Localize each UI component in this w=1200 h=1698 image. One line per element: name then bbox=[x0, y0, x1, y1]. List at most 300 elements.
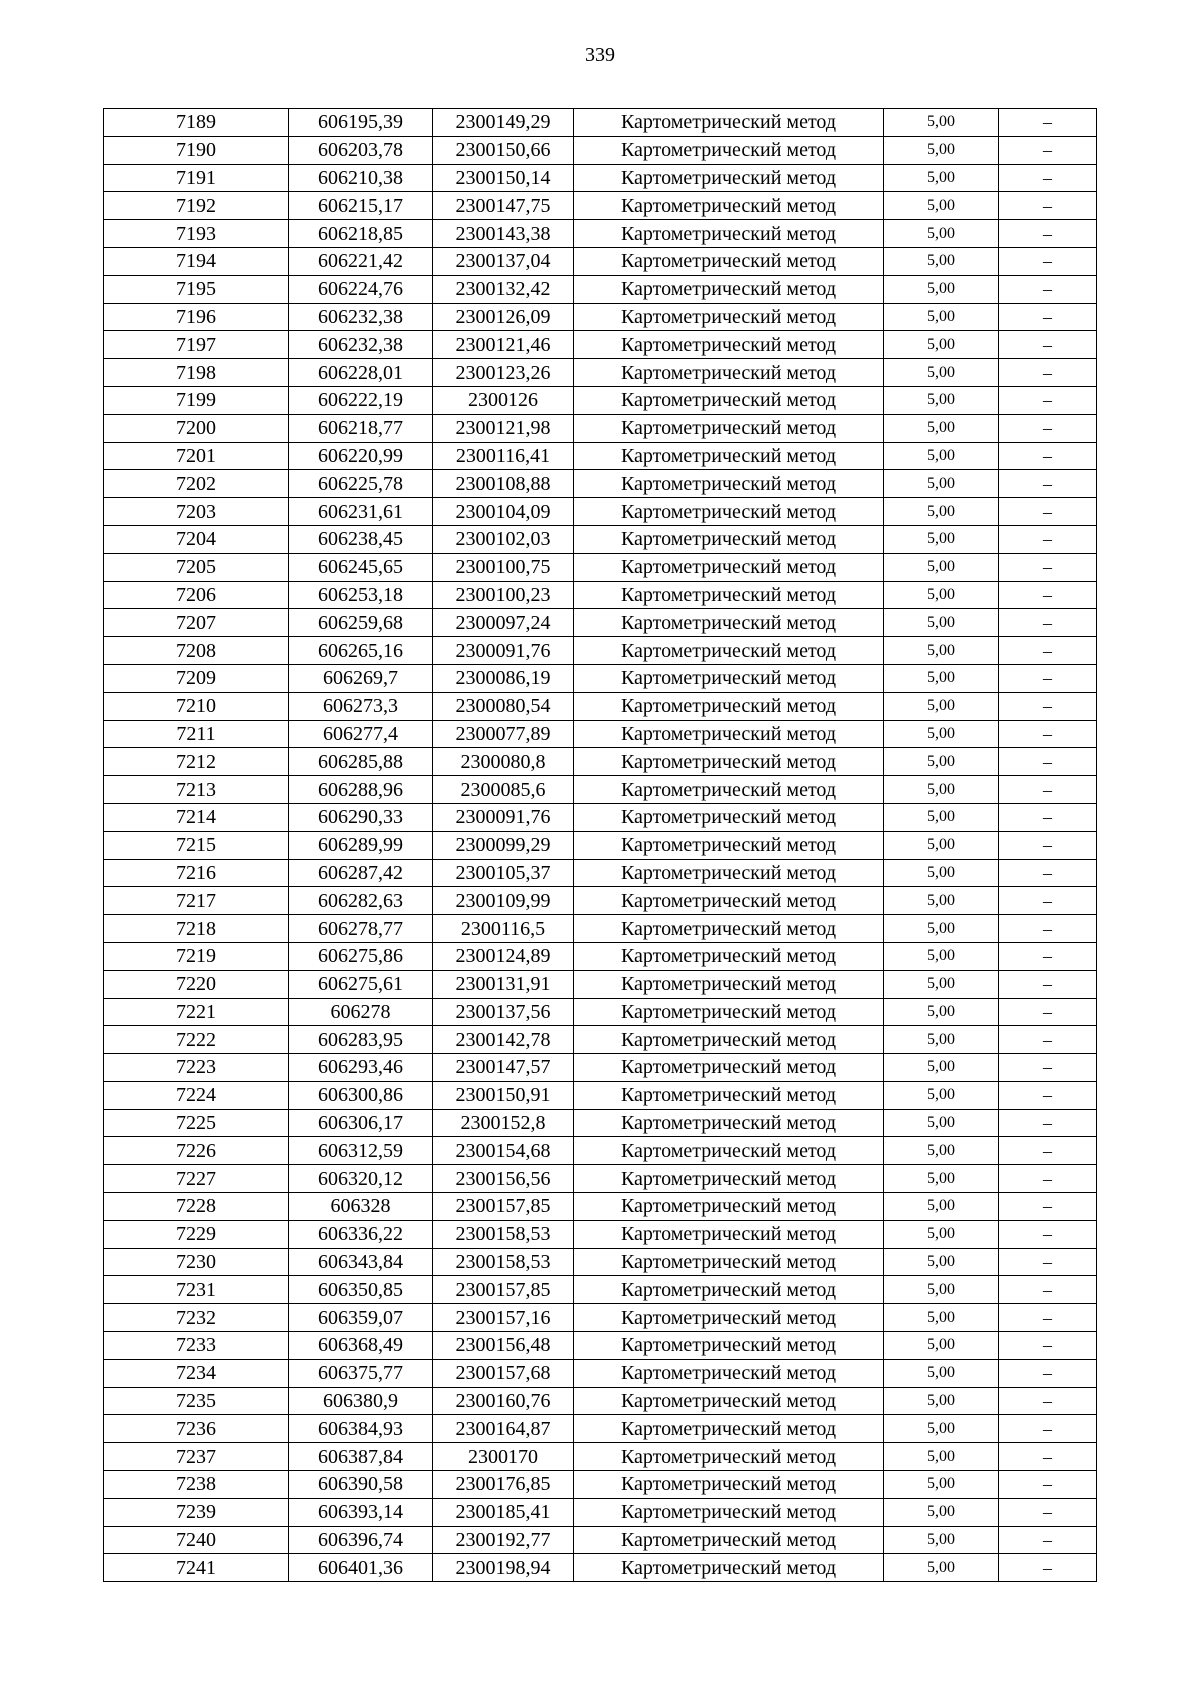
note-cell: – bbox=[999, 1498, 1097, 1526]
table-row bbox=[104, 1137, 1097, 1165]
method-cell: Картометрический метод bbox=[574, 136, 884, 164]
note-cell: – bbox=[999, 1387, 1097, 1415]
table-row bbox=[104, 748, 1097, 776]
table-row bbox=[104, 386, 1097, 414]
y-coordinate-cell: 2300158,53 bbox=[433, 1220, 574, 1248]
x-coordinate-cell: 606350,85 bbox=[289, 1276, 433, 1304]
accuracy-cell: 5,00 bbox=[884, 970, 999, 998]
y-coordinate-cell: 2300143,38 bbox=[433, 220, 574, 248]
note-cell: – bbox=[999, 136, 1097, 164]
accuracy-cell: 5,00 bbox=[884, 1248, 999, 1276]
note-cell: – bbox=[999, 581, 1097, 609]
method-cell: Картометрический метод bbox=[574, 1415, 884, 1443]
note-cell: – bbox=[999, 1054, 1097, 1082]
accuracy-cell: 5,00 bbox=[884, 109, 999, 137]
note-cell: – bbox=[999, 1415, 1097, 1443]
point-number-cell: 7212 bbox=[104, 748, 289, 776]
point-number-cell: 7230 bbox=[104, 1248, 289, 1276]
point-number-cell: 7190 bbox=[104, 136, 289, 164]
method-cell: Картометрический метод bbox=[574, 331, 884, 359]
x-coordinate-cell: 606312,59 bbox=[289, 1137, 433, 1165]
table-row bbox=[104, 581, 1097, 609]
point-number-cell: 7224 bbox=[104, 1081, 289, 1109]
y-coordinate-cell: 2300150,14 bbox=[433, 164, 574, 192]
method-cell: Картометрический метод bbox=[574, 1248, 884, 1276]
note-cell: – bbox=[999, 859, 1097, 887]
note-cell: – bbox=[999, 1304, 1097, 1332]
method-cell: Картометрический метод bbox=[574, 359, 884, 387]
x-coordinate-cell: 606238,45 bbox=[289, 525, 433, 553]
y-coordinate-cell: 2300080,54 bbox=[433, 692, 574, 720]
method-cell: Картометрический метод bbox=[574, 803, 884, 831]
table-row bbox=[104, 1165, 1097, 1193]
accuracy-cell: 5,00 bbox=[884, 498, 999, 526]
note-cell: – bbox=[999, 164, 1097, 192]
x-coordinate-cell: 606232,38 bbox=[289, 331, 433, 359]
method-cell: Картометрический метод bbox=[574, 887, 884, 915]
method-cell: Картометрический метод bbox=[574, 386, 884, 414]
note-cell: – bbox=[999, 1193, 1097, 1221]
y-coordinate-cell: 2300126,09 bbox=[433, 303, 574, 331]
x-coordinate-cell: 606253,18 bbox=[289, 581, 433, 609]
point-number-cell: 7223 bbox=[104, 1054, 289, 1082]
note-cell: – bbox=[999, 915, 1097, 943]
table-row bbox=[104, 247, 1097, 275]
accuracy-cell: 5,00 bbox=[884, 1220, 999, 1248]
note-cell: – bbox=[999, 331, 1097, 359]
method-cell: Картометрический метод bbox=[574, 303, 884, 331]
method-cell: Картометрический метод bbox=[574, 1443, 884, 1471]
note-cell: – bbox=[999, 692, 1097, 720]
note-cell: – bbox=[999, 220, 1097, 248]
accuracy-cell: 5,00 bbox=[884, 831, 999, 859]
y-coordinate-cell: 2300149,29 bbox=[433, 109, 574, 137]
point-number-cell: 7221 bbox=[104, 998, 289, 1026]
accuracy-cell: 5,00 bbox=[884, 1026, 999, 1054]
x-coordinate-cell: 606215,17 bbox=[289, 192, 433, 220]
method-cell: Картометрический метод bbox=[574, 831, 884, 859]
note-cell: – bbox=[999, 1359, 1097, 1387]
point-number-cell: 7218 bbox=[104, 915, 289, 943]
point-number-cell: 7194 bbox=[104, 247, 289, 275]
point-number-cell: 7216 bbox=[104, 859, 289, 887]
y-coordinate-cell: 2300131,91 bbox=[433, 970, 574, 998]
x-coordinate-cell: 606275,61 bbox=[289, 970, 433, 998]
x-coordinate-cell: 606306,17 bbox=[289, 1109, 433, 1137]
table-row bbox=[104, 664, 1097, 692]
x-coordinate-cell: 606288,96 bbox=[289, 776, 433, 804]
table-row bbox=[104, 803, 1097, 831]
method-cell: Картометрический метод bbox=[574, 1387, 884, 1415]
point-number-cell: 7211 bbox=[104, 720, 289, 748]
note-cell: – bbox=[999, 1332, 1097, 1360]
y-coordinate-cell: 2300116,5 bbox=[433, 915, 574, 943]
table-row bbox=[104, 414, 1097, 442]
note-cell: – bbox=[999, 1137, 1097, 1165]
note-cell: – bbox=[999, 887, 1097, 915]
accuracy-cell: 5,00 bbox=[884, 748, 999, 776]
table-row bbox=[104, 1359, 1097, 1387]
x-coordinate-cell: 606265,16 bbox=[289, 637, 433, 665]
accuracy-cell: 5,00 bbox=[884, 915, 999, 943]
y-coordinate-cell: 2300121,98 bbox=[433, 414, 574, 442]
y-coordinate-cell: 2300109,99 bbox=[433, 887, 574, 915]
point-number-cell: 7237 bbox=[104, 1443, 289, 1471]
accuracy-cell: 5,00 bbox=[884, 1359, 999, 1387]
point-number-cell: 7236 bbox=[104, 1415, 289, 1443]
x-coordinate-cell: 606390,58 bbox=[289, 1471, 433, 1499]
point-number-cell: 7229 bbox=[104, 1220, 289, 1248]
method-cell: Картометрический метод bbox=[574, 470, 884, 498]
table-row bbox=[104, 942, 1097, 970]
point-number-cell: 7203 bbox=[104, 498, 289, 526]
x-coordinate-cell: 606221,42 bbox=[289, 247, 433, 275]
x-coordinate-cell: 606384,93 bbox=[289, 1415, 433, 1443]
table-row bbox=[104, 109, 1097, 137]
x-coordinate-cell: 606278,77 bbox=[289, 915, 433, 943]
point-number-cell: 7193 bbox=[104, 220, 289, 248]
note-cell: – bbox=[999, 442, 1097, 470]
note-cell: – bbox=[999, 1526, 1097, 1554]
y-coordinate-cell: 2300137,04 bbox=[433, 247, 574, 275]
table-row bbox=[104, 1220, 1097, 1248]
accuracy-cell: 5,00 bbox=[884, 776, 999, 804]
x-coordinate-cell: 606387,84 bbox=[289, 1443, 433, 1471]
table-row bbox=[104, 776, 1097, 804]
accuracy-cell: 5,00 bbox=[884, 1526, 999, 1554]
note-cell: – bbox=[999, 776, 1097, 804]
x-coordinate-cell: 606293,46 bbox=[289, 1054, 433, 1082]
y-coordinate-cell: 2300154,68 bbox=[433, 1137, 574, 1165]
point-number-cell: 7198 bbox=[104, 359, 289, 387]
point-number-cell: 7200 bbox=[104, 414, 289, 442]
method-cell: Картометрический метод bbox=[574, 1054, 884, 1082]
note-cell: – bbox=[999, 1471, 1097, 1499]
x-coordinate-cell: 606275,86 bbox=[289, 942, 433, 970]
note-cell: – bbox=[999, 275, 1097, 303]
table-row bbox=[104, 1109, 1097, 1137]
note-cell: – bbox=[999, 748, 1097, 776]
point-number-cell: 7238 bbox=[104, 1471, 289, 1499]
accuracy-cell: 5,00 bbox=[884, 331, 999, 359]
x-coordinate-cell: 606218,85 bbox=[289, 220, 433, 248]
note-cell: – bbox=[999, 831, 1097, 859]
accuracy-cell: 5,00 bbox=[884, 164, 999, 192]
method-cell: Картометрический метод bbox=[574, 970, 884, 998]
note-cell: – bbox=[999, 970, 1097, 998]
x-coordinate-cell: 606380,9 bbox=[289, 1387, 433, 1415]
x-coordinate-cell: 606273,3 bbox=[289, 692, 433, 720]
y-coordinate-cell: 2300185,41 bbox=[433, 1498, 574, 1526]
point-number-cell: 7202 bbox=[104, 470, 289, 498]
table-row bbox=[104, 331, 1097, 359]
note-cell: – bbox=[999, 1443, 1097, 1471]
y-coordinate-cell: 2300157,16 bbox=[433, 1304, 574, 1332]
note-cell: – bbox=[999, 1081, 1097, 1109]
table-row bbox=[104, 1387, 1097, 1415]
accuracy-cell: 5,00 bbox=[884, 1498, 999, 1526]
method-cell: Картометрический метод bbox=[574, 609, 884, 637]
y-coordinate-cell: 2300091,76 bbox=[433, 803, 574, 831]
accuracy-cell: 5,00 bbox=[884, 1554, 999, 1582]
y-coordinate-cell: 2300108,88 bbox=[433, 470, 574, 498]
note-cell: – bbox=[999, 386, 1097, 414]
table-row bbox=[104, 1276, 1097, 1304]
y-coordinate-cell: 2300152,8 bbox=[433, 1109, 574, 1137]
accuracy-cell: 5,00 bbox=[884, 220, 999, 248]
accuracy-cell: 5,00 bbox=[884, 1054, 999, 1082]
method-cell: Картометрический метод bbox=[574, 414, 884, 442]
point-number-cell: 7197 bbox=[104, 331, 289, 359]
accuracy-cell: 5,00 bbox=[884, 303, 999, 331]
x-coordinate-cell: 606220,99 bbox=[289, 442, 433, 470]
y-coordinate-cell: 2300091,76 bbox=[433, 637, 574, 665]
method-cell: Картометрический метод bbox=[574, 525, 884, 553]
table-row bbox=[104, 1026, 1097, 1054]
y-coordinate-cell: 2300104,09 bbox=[433, 498, 574, 526]
note-cell: – bbox=[999, 192, 1097, 220]
accuracy-cell: 5,00 bbox=[884, 1471, 999, 1499]
note-cell: – bbox=[999, 803, 1097, 831]
method-cell: Картометрический метод bbox=[574, 164, 884, 192]
accuracy-cell: 5,00 bbox=[884, 1081, 999, 1109]
table-row bbox=[104, 637, 1097, 665]
point-number-cell: 7213 bbox=[104, 776, 289, 804]
method-cell: Картометрический метод bbox=[574, 1165, 884, 1193]
table-row bbox=[104, 1471, 1097, 1499]
note-cell: – bbox=[999, 359, 1097, 387]
accuracy-cell: 5,00 bbox=[884, 942, 999, 970]
x-coordinate-cell: 606222,19 bbox=[289, 386, 433, 414]
accuracy-cell: 5,00 bbox=[884, 664, 999, 692]
note-cell: – bbox=[999, 1554, 1097, 1582]
accuracy-cell: 5,00 bbox=[884, 1304, 999, 1332]
x-coordinate-cell: 606375,77 bbox=[289, 1359, 433, 1387]
method-cell: Картометрический метод bbox=[574, 498, 884, 526]
x-coordinate-cell: 606393,14 bbox=[289, 1498, 433, 1526]
y-coordinate-cell: 2300160,76 bbox=[433, 1387, 574, 1415]
method-cell: Картометрический метод bbox=[574, 664, 884, 692]
y-coordinate-cell: 2300147,57 bbox=[433, 1054, 574, 1082]
note-cell: – bbox=[999, 998, 1097, 1026]
method-cell: Картометрический метод bbox=[574, 1554, 884, 1582]
y-coordinate-cell: 2300176,85 bbox=[433, 1471, 574, 1499]
accuracy-cell: 5,00 bbox=[884, 414, 999, 442]
point-number-cell: 7215 bbox=[104, 831, 289, 859]
x-coordinate-cell: 606401,36 bbox=[289, 1554, 433, 1582]
method-cell: Картометрический метод bbox=[574, 998, 884, 1026]
table-row bbox=[104, 442, 1097, 470]
y-coordinate-cell: 2300157,68 bbox=[433, 1359, 574, 1387]
point-number-cell: 7210 bbox=[104, 692, 289, 720]
method-cell: Картометрический метод bbox=[574, 109, 884, 137]
table-row bbox=[104, 1526, 1097, 1554]
x-coordinate-cell: 606225,78 bbox=[289, 470, 433, 498]
method-cell: Картометрический метод bbox=[574, 748, 884, 776]
x-coordinate-cell: 606320,12 bbox=[289, 1165, 433, 1193]
table-row bbox=[104, 220, 1097, 248]
x-coordinate-cell: 606245,65 bbox=[289, 553, 433, 581]
point-number-cell: 7196 bbox=[104, 303, 289, 331]
x-coordinate-cell: 606195,39 bbox=[289, 109, 433, 137]
accuracy-cell: 5,00 bbox=[884, 609, 999, 637]
x-coordinate-cell: 606285,88 bbox=[289, 748, 433, 776]
point-number-cell: 7208 bbox=[104, 637, 289, 665]
point-number-cell: 7220 bbox=[104, 970, 289, 998]
method-cell: Картометрический метод bbox=[574, 692, 884, 720]
x-coordinate-cell: 606210,38 bbox=[289, 164, 433, 192]
accuracy-cell: 5,00 bbox=[884, 525, 999, 553]
x-coordinate-cell: 606396,74 bbox=[289, 1526, 433, 1554]
method-cell: Картометрический метод bbox=[574, 275, 884, 303]
y-coordinate-cell: 2300137,56 bbox=[433, 998, 574, 1026]
point-number-cell: 7240 bbox=[104, 1526, 289, 1554]
point-number-cell: 7227 bbox=[104, 1165, 289, 1193]
table-row bbox=[104, 192, 1097, 220]
point-number-cell: 7226 bbox=[104, 1137, 289, 1165]
point-number-cell: 7192 bbox=[104, 192, 289, 220]
table-row bbox=[104, 136, 1097, 164]
note-cell: – bbox=[999, 498, 1097, 526]
method-cell: Картометрический метод bbox=[574, 1109, 884, 1137]
table-row bbox=[104, 553, 1097, 581]
table-row bbox=[104, 831, 1097, 859]
method-cell: Картометрический метод bbox=[574, 581, 884, 609]
y-coordinate-cell: 2300142,78 bbox=[433, 1026, 574, 1054]
y-coordinate-cell: 2300102,03 bbox=[433, 525, 574, 553]
table-row bbox=[104, 609, 1097, 637]
accuracy-cell: 5,00 bbox=[884, 442, 999, 470]
accuracy-cell: 5,00 bbox=[884, 1276, 999, 1304]
y-coordinate-cell: 2300164,87 bbox=[433, 1415, 574, 1443]
accuracy-cell: 5,00 bbox=[884, 803, 999, 831]
x-coordinate-cell: 606359,07 bbox=[289, 1304, 433, 1332]
y-coordinate-cell: 2300097,24 bbox=[433, 609, 574, 637]
x-coordinate-cell: 606232,38 bbox=[289, 303, 433, 331]
y-coordinate-cell: 2300121,46 bbox=[433, 331, 574, 359]
accuracy-cell: 5,00 bbox=[884, 1193, 999, 1221]
y-coordinate-cell: 2300192,77 bbox=[433, 1526, 574, 1554]
method-cell: Картометрический метод bbox=[574, 1220, 884, 1248]
method-cell: Картометрический метод bbox=[574, 220, 884, 248]
x-coordinate-cell: 606336,22 bbox=[289, 1220, 433, 1248]
note-cell: – bbox=[999, 637, 1097, 665]
accuracy-cell: 5,00 bbox=[884, 553, 999, 581]
point-number-cell: 7204 bbox=[104, 525, 289, 553]
accuracy-cell: 5,00 bbox=[884, 581, 999, 609]
table-row bbox=[104, 1554, 1097, 1582]
page-number: 339 bbox=[585, 44, 615, 66]
y-coordinate-cell: 2300124,89 bbox=[433, 942, 574, 970]
y-coordinate-cell: 2300126 bbox=[433, 386, 574, 414]
method-cell: Картометрический метод bbox=[574, 942, 884, 970]
method-cell: Картометрический метод bbox=[574, 553, 884, 581]
point-number-cell: 7231 bbox=[104, 1276, 289, 1304]
table-row bbox=[104, 970, 1097, 998]
point-number-cell: 7235 bbox=[104, 1387, 289, 1415]
method-cell: Картометрический метод bbox=[574, 637, 884, 665]
y-coordinate-cell: 2300157,85 bbox=[433, 1193, 574, 1221]
point-number-cell: 7222 bbox=[104, 1026, 289, 1054]
table-row bbox=[104, 164, 1097, 192]
point-number-cell: 7228 bbox=[104, 1193, 289, 1221]
point-number-cell: 7191 bbox=[104, 164, 289, 192]
note-cell: – bbox=[999, 1026, 1097, 1054]
method-cell: Картометрический метод bbox=[574, 1471, 884, 1499]
table-row bbox=[104, 498, 1097, 526]
table-row bbox=[104, 1443, 1097, 1471]
accuracy-cell: 5,00 bbox=[884, 247, 999, 275]
method-cell: Картометрический метод bbox=[574, 1276, 884, 1304]
note-cell: – bbox=[999, 303, 1097, 331]
accuracy-cell: 5,00 bbox=[884, 1443, 999, 1471]
table-row bbox=[104, 1054, 1097, 1082]
method-cell: Картометрический метод bbox=[574, 915, 884, 943]
x-coordinate-cell: 606290,33 bbox=[289, 803, 433, 831]
note-cell: – bbox=[999, 1276, 1097, 1304]
table-row bbox=[104, 525, 1097, 553]
note-cell: – bbox=[999, 720, 1097, 748]
table-row bbox=[104, 1081, 1097, 1109]
table-row bbox=[104, 720, 1097, 748]
table-row bbox=[104, 1248, 1097, 1276]
y-coordinate-cell: 2300132,42 bbox=[433, 275, 574, 303]
table-row bbox=[104, 1332, 1097, 1360]
note-cell: – bbox=[999, 1248, 1097, 1276]
y-coordinate-cell: 2300105,37 bbox=[433, 859, 574, 887]
accuracy-cell: 5,00 bbox=[884, 1109, 999, 1137]
point-number-cell: 7239 bbox=[104, 1498, 289, 1526]
y-coordinate-cell: 2300080,8 bbox=[433, 748, 574, 776]
accuracy-cell: 5,00 bbox=[884, 1332, 999, 1360]
point-number-cell: 7217 bbox=[104, 887, 289, 915]
method-cell: Картометрический метод bbox=[574, 1081, 884, 1109]
y-coordinate-cell: 2300156,48 bbox=[433, 1332, 574, 1360]
point-number-cell: 7241 bbox=[104, 1554, 289, 1582]
method-cell: Картометрический метод bbox=[574, 1137, 884, 1165]
accuracy-cell: 5,00 bbox=[884, 386, 999, 414]
method-cell: Картометрический метод bbox=[574, 1304, 884, 1332]
y-coordinate-cell: 2300150,91 bbox=[433, 1081, 574, 1109]
x-coordinate-cell: 606228,01 bbox=[289, 359, 433, 387]
x-coordinate-cell: 606282,63 bbox=[289, 887, 433, 915]
accuracy-cell: 5,00 bbox=[884, 1165, 999, 1193]
coordinates-table bbox=[103, 108, 1097, 1582]
x-coordinate-cell: 606203,78 bbox=[289, 136, 433, 164]
point-number-cell: 7189 bbox=[104, 109, 289, 137]
method-cell: Картометрический метод bbox=[574, 1332, 884, 1360]
table-row bbox=[104, 1498, 1097, 1526]
y-coordinate-cell: 2300157,85 bbox=[433, 1276, 574, 1304]
x-coordinate-cell: 606328 bbox=[289, 1193, 433, 1221]
y-coordinate-cell: 2300116,41 bbox=[433, 442, 574, 470]
point-number-cell: 7201 bbox=[104, 442, 289, 470]
y-coordinate-cell: 2300123,26 bbox=[433, 359, 574, 387]
x-coordinate-cell: 606224,76 bbox=[289, 275, 433, 303]
point-number-cell: 7209 bbox=[104, 664, 289, 692]
accuracy-cell: 5,00 bbox=[884, 192, 999, 220]
x-coordinate-cell: 606269,7 bbox=[289, 664, 433, 692]
method-cell: Картометрический метод bbox=[574, 776, 884, 804]
point-number-cell: 7206 bbox=[104, 581, 289, 609]
table-row bbox=[104, 859, 1097, 887]
y-coordinate-cell: 2300077,89 bbox=[433, 720, 574, 748]
x-coordinate-cell: 606277,4 bbox=[289, 720, 433, 748]
table-row bbox=[104, 998, 1097, 1026]
x-coordinate-cell: 606343,84 bbox=[289, 1248, 433, 1276]
x-coordinate-cell: 606300,86 bbox=[289, 1081, 433, 1109]
accuracy-cell: 5,00 bbox=[884, 859, 999, 887]
